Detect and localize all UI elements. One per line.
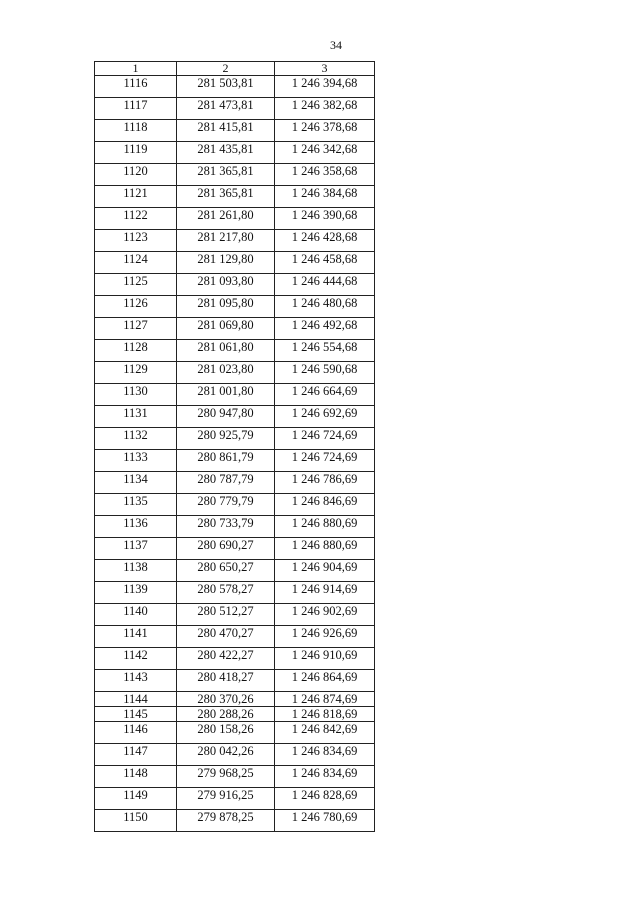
cell-point-number — [95, 296, 177, 318]
cell-x-coordinate — [177, 296, 275, 318]
cell-x-coordinate-text: 281 093,80 — [197, 274, 254, 288]
cell-x-coordinate-text: 280 690,27 — [197, 538, 254, 552]
cell-x-coordinate — [177, 626, 275, 648]
cell-point-number — [95, 76, 177, 98]
table-row — [95, 788, 375, 810]
cell-x-coordinate-text: 281 473,81 — [197, 98, 254, 112]
table-row — [95, 648, 375, 670]
cell-point-number — [95, 120, 177, 142]
table-body — [95, 76, 375, 832]
cell-y-coordinate-text: 1 246 880,69 — [291, 516, 358, 530]
cell-y-coordinate — [275, 560, 375, 582]
cell-x-coordinate-text: 280 787,79 — [197, 472, 254, 486]
cell-point-number-text: 1147 — [123, 744, 148, 758]
cell-y-coordinate — [275, 428, 375, 450]
cell-y-coordinate-text: 1 246 358,68 — [291, 164, 358, 178]
table-row — [95, 472, 375, 494]
cell-point-number-text: 1123 — [123, 230, 148, 244]
cell-point-number — [95, 494, 177, 516]
page-number: 34 — [330, 38, 342, 52]
cell-x-coordinate-text: 280 925,79 — [197, 428, 254, 442]
cell-y-coordinate — [275, 384, 375, 406]
cell-x-coordinate — [177, 538, 275, 560]
cell-point-number — [95, 362, 177, 384]
cell-y-coordinate-text: 1 246 428,68 — [291, 230, 358, 244]
cell-y-coordinate-text: 1 246 864,69 — [291, 670, 358, 684]
table-row — [95, 340, 375, 362]
cell-y-coordinate — [275, 274, 375, 296]
table-row — [95, 76, 375, 98]
cell-point-number — [95, 208, 177, 230]
cell-point-number-text: 1124 — [123, 252, 148, 266]
cell-y-coordinate — [275, 670, 375, 692]
cell-x-coordinate — [177, 450, 275, 472]
cell-y-coordinate — [275, 98, 375, 120]
cell-y-coordinate — [275, 296, 375, 318]
cell-point-number — [95, 538, 177, 560]
cell-x-coordinate-text: 281 095,80 — [197, 296, 254, 310]
cell-point-number — [95, 450, 177, 472]
cell-point-number — [95, 472, 177, 494]
cell-point-number-text: 1142 — [123, 648, 148, 662]
cell-y-coordinate — [275, 362, 375, 384]
cell-point-number-text: 1119 — [123, 142, 148, 156]
cell-x-coordinate-text: 279 916,25 — [197, 788, 254, 802]
cell-y-coordinate — [275, 582, 375, 604]
cell-y-coordinate-text: 1 246 378,68 — [291, 120, 358, 134]
cell-point-number-text: 1150 — [123, 810, 148, 824]
cell-x-coordinate-text: 280 370,26 — [197, 692, 254, 706]
cell-y-coordinate — [275, 230, 375, 252]
cell-x-coordinate-text: 280 733,79 — [197, 516, 254, 530]
cell-x-coordinate-text: 281 365,81 — [197, 186, 254, 200]
cell-point-number — [95, 428, 177, 450]
cell-point-number-text: 1128 — [123, 340, 148, 354]
cell-x-coordinate — [177, 406, 275, 428]
table-row — [95, 252, 375, 274]
cell-y-coordinate — [275, 208, 375, 230]
cell-x-coordinate-text: 279 878,25 — [197, 810, 254, 824]
cell-point-number — [95, 707, 177, 722]
cell-y-coordinate — [275, 766, 375, 788]
cell-y-coordinate — [275, 626, 375, 648]
cell-y-coordinate — [275, 604, 375, 626]
cell-y-coordinate-text: 1 246 902,69 — [291, 604, 358, 618]
cell-x-coordinate — [177, 604, 275, 626]
cell-x-coordinate-text: 280 512,27 — [197, 604, 254, 618]
cell-x-coordinate-text: 280 418,27 — [197, 670, 254, 684]
cell-point-number — [95, 648, 177, 670]
cell-y-coordinate-text: 1 246 834,69 — [291, 766, 358, 780]
cell-x-coordinate — [177, 98, 275, 120]
cell-point-number-text: 1133 — [123, 450, 148, 464]
cell-y-coordinate-text: 1 246 590,68 — [291, 362, 358, 376]
cell-y-coordinate-text: 1 246 780,69 — [291, 810, 358, 824]
cell-x-coordinate — [177, 744, 275, 766]
column-header-point: 1 — [95, 62, 177, 76]
cell-point-number-text: 1135 — [123, 494, 148, 508]
cell-x-coordinate-text: 281 503,81 — [197, 76, 254, 90]
table-row — [95, 208, 375, 230]
cell-y-coordinate-text: 1 246 724,69 — [291, 428, 358, 442]
cell-y-coordinate-text: 1 246 724,69 — [291, 450, 358, 464]
cell-y-coordinate — [275, 472, 375, 494]
cell-y-coordinate — [275, 707, 375, 722]
cell-point-number — [95, 722, 177, 744]
cell-point-number — [95, 744, 177, 766]
cell-point-number — [95, 230, 177, 252]
cell-y-coordinate — [275, 692, 375, 707]
table-row — [95, 670, 375, 692]
cell-x-coordinate — [177, 186, 275, 208]
cell-point-number-text: 1139 — [123, 582, 148, 596]
cell-point-number-text: 1146 — [123, 722, 148, 736]
cell-x-coordinate-text: 281 061,80 — [197, 340, 254, 354]
cell-y-coordinate — [275, 516, 375, 538]
cell-x-coordinate — [177, 582, 275, 604]
cell-y-coordinate-text: 1 246 834,69 — [291, 744, 358, 758]
table-header-row — [95, 62, 375, 76]
cell-y-coordinate-text: 1 246 786,69 — [291, 472, 358, 486]
cell-y-coordinate — [275, 76, 375, 98]
table-row — [95, 766, 375, 788]
cell-y-coordinate-text: 1 246 390,68 — [291, 208, 358, 222]
cell-y-coordinate — [275, 810, 375, 832]
cell-x-coordinate — [177, 692, 275, 707]
cell-x-coordinate-text: 281 023,80 — [197, 362, 254, 376]
table-row — [95, 164, 375, 186]
cell-x-coordinate-text: 281 001,80 — [197, 384, 254, 398]
table-row — [95, 362, 375, 384]
cell-x-coordinate — [177, 560, 275, 582]
table-row — [95, 450, 375, 472]
cell-x-coordinate — [177, 707, 275, 722]
cell-point-number — [95, 604, 177, 626]
table-row — [95, 296, 375, 318]
cell-x-coordinate — [177, 274, 275, 296]
cell-y-coordinate-text: 1 246 394,68 — [291, 76, 358, 90]
cell-point-number — [95, 98, 177, 120]
cell-x-coordinate-text: 280 861,79 — [197, 450, 254, 464]
cell-y-coordinate — [275, 252, 375, 274]
cell-point-number-text: 1118 — [123, 120, 148, 134]
cell-point-number-text: 1134 — [123, 472, 148, 486]
cell-x-coordinate-text: 279 968,25 — [197, 766, 254, 780]
cell-point-number — [95, 766, 177, 788]
cell-point-number-text: 1148 — [123, 766, 148, 780]
cell-point-number — [95, 788, 177, 810]
cell-y-coordinate-text: 1 246 910,69 — [291, 648, 358, 662]
cell-x-coordinate-text: 280 578,27 — [197, 582, 254, 596]
cell-x-coordinate — [177, 362, 275, 384]
cell-y-coordinate-text: 1 246 692,69 — [291, 406, 358, 420]
cell-x-coordinate-text: 281 365,81 — [197, 164, 254, 178]
cell-x-coordinate — [177, 428, 275, 450]
cell-y-coordinate-text: 1 246 846,69 — [291, 494, 358, 508]
cell-point-number — [95, 810, 177, 832]
cell-y-coordinate — [275, 120, 375, 142]
cell-x-coordinate — [177, 164, 275, 186]
cell-point-number — [95, 582, 177, 604]
cell-point-number — [95, 406, 177, 428]
table-row — [95, 274, 375, 296]
cell-y-coordinate — [275, 164, 375, 186]
cell-point-number — [95, 142, 177, 164]
cell-y-coordinate — [275, 340, 375, 362]
cell-y-coordinate-text: 1 246 842,69 — [291, 722, 358, 736]
cell-point-number-text: 1143 — [123, 670, 148, 684]
table-row — [95, 560, 375, 582]
cell-x-coordinate — [177, 208, 275, 230]
cell-x-coordinate — [177, 384, 275, 406]
cell-y-coordinate — [275, 744, 375, 766]
cell-point-number — [95, 384, 177, 406]
cell-point-number-text: 1116 — [123, 76, 148, 90]
cell-y-coordinate-text: 1 246 828,69 — [291, 788, 358, 802]
cell-x-coordinate — [177, 120, 275, 142]
cell-y-coordinate-text: 1 246 880,69 — [291, 538, 358, 552]
cell-point-number-text: 1127 — [123, 318, 148, 332]
cell-x-coordinate — [177, 722, 275, 744]
column-header-y: 3 — [275, 62, 375, 76]
cell-x-coordinate-text: 280 470,27 — [197, 626, 254, 640]
table-row — [95, 604, 375, 626]
cell-y-coordinate — [275, 318, 375, 340]
table-row — [95, 186, 375, 208]
cell-y-coordinate-text: 1 246 874,69 — [291, 692, 358, 706]
cell-y-coordinate — [275, 494, 375, 516]
table-row — [95, 384, 375, 406]
coordinates-table — [94, 61, 375, 832]
cell-point-number-text: 1141 — [123, 626, 148, 640]
cell-y-coordinate-text: 1 246 914,69 — [291, 582, 358, 596]
cell-y-coordinate — [275, 450, 375, 472]
cell-point-number-text: 1117 — [123, 98, 148, 112]
table-row — [95, 120, 375, 142]
table-row — [95, 428, 375, 450]
cell-point-number — [95, 692, 177, 707]
cell-point-number — [95, 318, 177, 340]
cell-point-number-text: 1131 — [123, 406, 148, 420]
cell-y-coordinate — [275, 788, 375, 810]
cell-y-coordinate-text: 1 246 926,69 — [291, 626, 358, 640]
cell-point-number-text: 1149 — [123, 788, 148, 802]
cell-point-number — [95, 670, 177, 692]
table-row — [95, 538, 375, 560]
cell-y-coordinate-text: 1 246 554,68 — [291, 340, 358, 354]
cell-y-coordinate — [275, 648, 375, 670]
cell-x-coordinate-text: 280 947,80 — [197, 406, 254, 420]
cell-x-coordinate — [177, 788, 275, 810]
table-row — [95, 494, 375, 516]
cell-point-number — [95, 274, 177, 296]
cell-x-coordinate-text: 281 435,81 — [197, 142, 254, 156]
cell-point-number-text: 1137 — [123, 538, 148, 552]
cell-y-coordinate — [275, 722, 375, 744]
cell-x-coordinate — [177, 142, 275, 164]
cell-y-coordinate-text: 1 246 492,68 — [291, 318, 358, 332]
cell-y-coordinate-text: 1 246 480,68 — [291, 296, 358, 310]
table-row — [95, 626, 375, 648]
cell-y-coordinate-text: 1 246 342,68 — [291, 142, 358, 156]
cell-x-coordinate — [177, 252, 275, 274]
table-row — [95, 692, 375, 707]
cell-y-coordinate-text: 1 246 444,68 — [291, 274, 358, 288]
cell-y-coordinate-text: 1 246 664,69 — [291, 384, 358, 398]
table-row — [95, 98, 375, 120]
cell-y-coordinate — [275, 538, 375, 560]
cell-point-number-text: 1120 — [123, 164, 148, 178]
cell-y-coordinate — [275, 406, 375, 428]
table-row — [95, 744, 375, 766]
cell-x-coordinate — [177, 340, 275, 362]
cell-x-coordinate — [177, 766, 275, 788]
cell-x-coordinate-text: 280 288,26 — [197, 707, 254, 721]
cell-point-number — [95, 626, 177, 648]
cell-x-coordinate — [177, 230, 275, 252]
cell-point-number-text: 1136 — [123, 516, 148, 530]
cell-x-coordinate — [177, 318, 275, 340]
cell-point-number-text: 1122 — [123, 208, 148, 222]
cell-x-coordinate — [177, 516, 275, 538]
cell-y-coordinate-text: 1 246 818,69 — [291, 707, 358, 721]
cell-point-number-text: 1145 — [123, 707, 148, 721]
cell-y-coordinate-text: 1 246 904,69 — [291, 560, 358, 574]
cell-x-coordinate — [177, 670, 275, 692]
table-row — [95, 406, 375, 428]
cell-x-coordinate-text: 281 415,81 — [197, 120, 254, 134]
cell-x-coordinate-text: 280 158,26 — [197, 722, 254, 736]
cell-x-coordinate-text: 281 069,80 — [197, 318, 254, 332]
table-row — [95, 318, 375, 340]
table-row — [95, 142, 375, 164]
cell-y-coordinate-text: 1 246 384,68 — [291, 186, 358, 200]
cell-y-coordinate-text: 1 246 382,68 — [291, 98, 358, 112]
table-row — [95, 810, 375, 832]
table-row — [95, 722, 375, 744]
cell-point-number-text: 1130 — [123, 384, 148, 398]
cell-point-number-text: 1132 — [123, 428, 148, 442]
column-header-x: 2 — [177, 62, 275, 76]
cell-x-coordinate — [177, 648, 275, 670]
cell-x-coordinate-text: 281 129,80 — [197, 252, 254, 266]
cell-point-number — [95, 340, 177, 362]
cell-x-coordinate — [177, 76, 275, 98]
cell-point-number — [95, 560, 177, 582]
cell-x-coordinate — [177, 494, 275, 516]
cell-x-coordinate-text: 281 217,80 — [197, 230, 254, 244]
cell-point-number-text: 1144 — [123, 692, 148, 706]
table-row — [95, 516, 375, 538]
cell-x-coordinate-text: 280 042,26 — [197, 744, 254, 758]
table-row — [95, 230, 375, 252]
table-row — [95, 582, 375, 604]
cell-x-coordinate-text: 280 650,27 — [197, 560, 254, 574]
cell-x-coordinate-text: 280 779,79 — [197, 494, 254, 508]
cell-x-coordinate — [177, 810, 275, 832]
cell-x-coordinate — [177, 472, 275, 494]
cell-y-coordinate — [275, 142, 375, 164]
cell-y-coordinate — [275, 186, 375, 208]
cell-point-number — [95, 164, 177, 186]
cell-point-number-text: 1129 — [123, 362, 148, 376]
cell-point-number-text: 1126 — [123, 296, 148, 310]
cell-point-number — [95, 252, 177, 274]
cell-point-number-text: 1121 — [123, 186, 148, 200]
cell-point-number-text: 1138 — [123, 560, 148, 574]
cell-point-number-text: 1140 — [123, 604, 148, 618]
cell-point-number — [95, 186, 177, 208]
table-row — [95, 707, 375, 722]
cell-point-number — [95, 516, 177, 538]
cell-y-coordinate-text: 1 246 458,68 — [291, 252, 358, 266]
cell-point-number-text: 1125 — [123, 274, 148, 288]
cell-x-coordinate-text: 281 261,80 — [197, 208, 254, 222]
cell-x-coordinate-text: 280 422,27 — [197, 648, 254, 662]
